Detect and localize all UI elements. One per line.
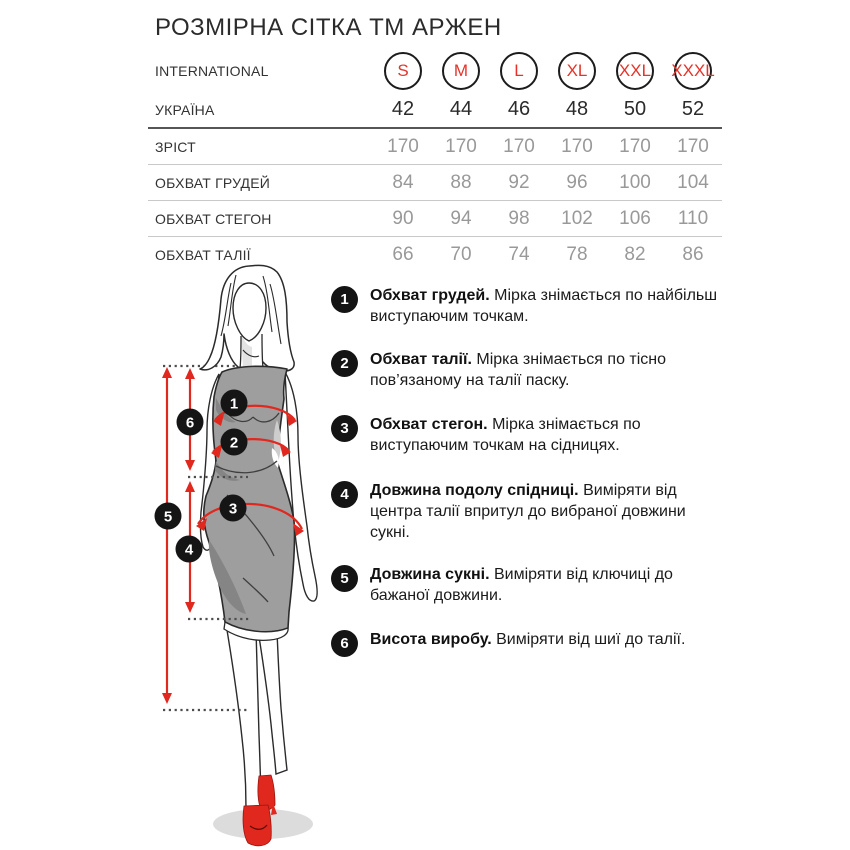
- cell-ua: 52: [681, 98, 705, 120]
- arrow-dress-length: [162, 367, 172, 704]
- svg-text:5: 5: [163, 508, 173, 526]
- instruction-item-4: [331, 480, 722, 543]
- cell: 100: [619, 171, 651, 193]
- figure-marker-1: [221, 390, 248, 417]
- cell: 170: [445, 135, 477, 157]
- cell: 70: [450, 243, 472, 265]
- cell: 106: [619, 207, 651, 229]
- size-badge-s: S: [384, 52, 422, 90]
- cell: 78: [566, 243, 588, 265]
- table-row-international: [148, 50, 722, 92]
- size-badge-l: L: [500, 52, 538, 90]
- cell: 98: [508, 207, 530, 229]
- instruction-item-3: [331, 414, 722, 456]
- cell: 96: [566, 171, 588, 193]
- instruction-text: Довжина подолу спідниці. Виміряти від центра талії впритул до вибраної довжини сукні.: [370, 482, 686, 541]
- svg-text:3: 3: [228, 500, 238, 518]
- cell-ua: 48: [565, 98, 589, 120]
- size-table: [148, 50, 722, 272]
- cell-ua: 50: [623, 98, 647, 120]
- row-label-international: INTERNATIONAL: [155, 63, 269, 79]
- table-row-height: [148, 127, 722, 164]
- table-row-chest: [148, 164, 722, 200]
- instruction-text: Обхват стегон. Мірка знімається по виступаючим точкам на сідницях.: [370, 416, 641, 454]
- cell: 170: [677, 135, 709, 157]
- cell: 88: [450, 171, 472, 193]
- cell: 92: [508, 171, 530, 193]
- cell: 104: [677, 171, 709, 193]
- cell: 74: [508, 243, 530, 265]
- row-label: ОБХВАТ ГРУДЕЙ: [155, 174, 271, 191]
- figure-marker-5: [155, 503, 182, 530]
- cell: 90: [392, 207, 414, 229]
- row-label-ukraine: УКРАЇНА: [155, 101, 215, 118]
- svg-text:1: 1: [229, 395, 239, 413]
- cell: 170: [619, 135, 651, 157]
- cell: 86: [682, 243, 704, 265]
- figure-marker-3: [220, 495, 247, 522]
- left-leg: [226, 624, 261, 809]
- size-badge-xl: XL: [558, 52, 596, 90]
- row-label: ЗРІСТ: [155, 138, 196, 155]
- svg-text:6: 6: [185, 414, 195, 432]
- instruction-text: Довжина сукні. Виміряти від ключиці до бажаної довжини.: [370, 566, 673, 604]
- figure-marker-6: [177, 409, 204, 436]
- instruction-text: Обхват талії. Мірка знімається по тісно пов’язаному на талії паску.: [370, 351, 667, 389]
- cell: 82: [624, 243, 646, 265]
- measurement-figure: [130, 250, 350, 850]
- cell-ua: 46: [507, 98, 531, 120]
- table-row-ukraine: [148, 92, 722, 127]
- cell: 170: [503, 135, 535, 157]
- instruction-item-6: [331, 629, 722, 657]
- instruction-item-2: [331, 349, 722, 391]
- cell: 170: [387, 135, 419, 157]
- instruction-number-badge: 2: [331, 350, 358, 377]
- svg-text:2: 2: [229, 434, 239, 452]
- right-leg: [258, 630, 287, 774]
- cell-ua: 44: [449, 98, 473, 120]
- figure-marker-4: [176, 536, 203, 563]
- cell: 110: [677, 207, 709, 229]
- instruction-text: Висота виробу. Виміряти від шиї до талії.: [370, 631, 686, 648]
- size-badge-m: M: [442, 52, 480, 90]
- cell-ua: 42: [391, 98, 415, 120]
- svg-text:4: 4: [184, 541, 194, 559]
- cell: 84: [392, 171, 414, 193]
- size-badge-xxxl: XXXL: [674, 52, 712, 90]
- cell: 66: [392, 243, 414, 265]
- instruction-number-badge: 1: [331, 286, 358, 313]
- cell: 94: [450, 207, 472, 229]
- size-badge-xxl: XXL: [616, 52, 654, 90]
- cell: 170: [561, 135, 593, 157]
- instruction-item-1: [331, 285, 722, 327]
- figure-marker-2: [221, 429, 248, 456]
- instruction-number-badge: 5: [331, 565, 358, 592]
- cell: 102: [561, 207, 593, 229]
- instruction-number-badge: 6: [331, 630, 358, 657]
- instruction-number-badge: 3: [331, 415, 358, 442]
- instruction-text: Обхват грудей. Мірка знімається по найбільш виступаючим точкам.: [370, 287, 718, 325]
- row-label: ОБХВАТ ТАЛІЇ: [155, 246, 251, 263]
- instruction-number-badge: 4: [331, 481, 358, 508]
- table-row-hips: [148, 200, 722, 236]
- page-title: РОЗМІРНА СІТКА ТМ АРЖЕН: [155, 14, 502, 41]
- instruction-item-5: [331, 564, 722, 606]
- row-label: ОБХВАТ СТЕГОН: [155, 210, 272, 227]
